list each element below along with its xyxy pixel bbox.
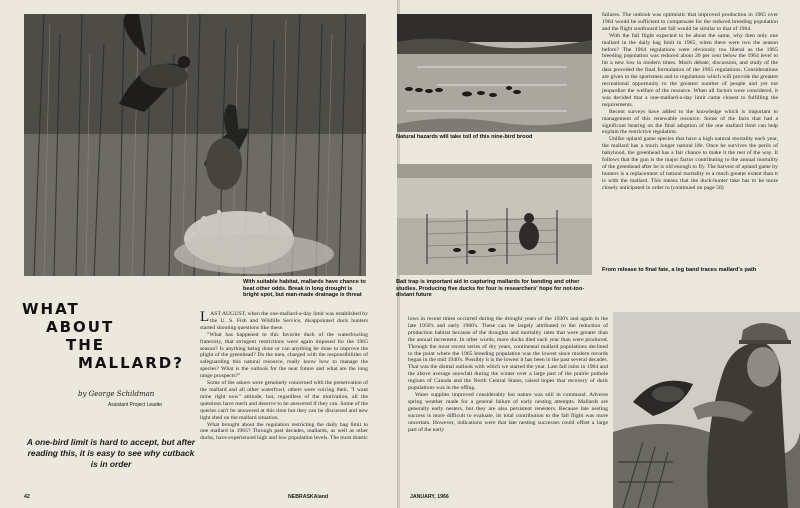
hunter-with-mallard-photo <box>613 312 800 508</box>
body-paragraph: lows in recent times occurred during the drought years of the 1930's and again in the late 1950's and early 1960's. These can be largely attributed to the reduction of production habitat because of the droughts and mortality rates that were greater than the annual increment. In other words, more ducks died each year than were produced. Through the most recent series of dry years, continental mallard populations declined to the point where the 1965 breeding population was the lowest since modern records began in the mid 1940's. Possibly it is the lowest it has been in the past several decades. That was the dismal outlook with which we started the year. Late fall rains in 1964 and the above average snowfall during the winter over a large part of the prairie pothole regions of Canada and the North Central States, raised hopes that recovery of duck populations was in the offing. <box>408 316 608 392</box>
body-paragraph: What brought about the regulation restricting the daily bag limit to one mallard in 1965? Through past decades, mallards, as well as other ducks, have experienced high and low population levels. The most drastic <box>200 421 368 442</box>
body-paragraph: LAST AUGUST, when the one-mallard-a-day limit was established by the U. S. Fish and Wildlife Service, disappointed duck hunters started shooting questions like these. <box>200 309 368 331</box>
title-line: THE <box>66 336 106 354</box>
body-paragraph: failures. The outlook was optimistic that improved production in 1965 over 1964 would be sufficient to compensate for the reduced breeding population and the flight southward last fall would be similar to that of 1964. <box>602 12 778 32</box>
bait-trap-caption: Bait trap is important aid in capturing mallards for banding and other studies. Producing five ducks for four is researchers' hope for not-too-distant future <box>396 279 585 299</box>
body-paragraph: Some of the askers were genuinely concerned with the preservation of the mallard and all other waterfowl, others were voicing their, "I want mine right now" attitude, but, regardless of the motivation, all the questions have merit and deserve to be answered if they can. Some of the queries can't be answered at this time but they can be discussed and new light shed on the mallard situation. <box>200 380 368 421</box>
folio-date: JANUARY, 1966 <box>410 494 449 500</box>
article-teaser: A one-bird limit is hard to accept, but after reading this, it is easy to see why cutback is in order <box>26 437 196 470</box>
mallards-photo-caption: With suitable habitat, mallards have chance to beat other odds. Break in long drought is bright spot, but man-made drainage is threat <box>243 279 366 299</box>
folio-magazine: NEBRASKAland <box>288 494 329 500</box>
bait-trap-photo <box>397 164 592 275</box>
duck-brood-photo <box>397 14 592 132</box>
leg-band-caption: From release to final fate, a leg band traces mallard's path <box>602 267 757 273</box>
right-page <box>396 0 800 508</box>
article-title <box>22 300 202 372</box>
article-body-right-bottom <box>408 316 608 433</box>
title-line: WHAT <box>22 300 80 318</box>
title-line: MALLARD? <box>78 354 184 372</box>
article-body-left <box>200 311 368 442</box>
title-line: ABOUT <box>46 318 115 336</box>
body-paragraph: With the fall flight expected to be about the same, why then only one mallard in the daily bag limit in 1965, when there were two the season before? The 1964 regulations were obviously too liberal as the 1965 breeding population was reduced about 20 per cent below the 1964 level to hit a new low in modern times. Much debate, discussion, and study of the data preceded the final formulation of the 1965 regulations. Considerations are given to the sportsmen and to regulations which will provide the greatest recreational opportunity to the greatest number of people and yet not jeopardize the welfare of the resource. When all factors were considered, it was decided that a one-mallard-a-day limit came closest to fulfilling the requirements. <box>602 32 778 108</box>
brood-photo-caption: Natural hazards will take toll of this nine-bird brood <box>396 134 533 140</box>
byline-role: Assistant Project Leader <box>108 402 163 408</box>
mallards-flight-photo <box>24 14 366 276</box>
byline: by George Schildman <box>78 390 155 398</box>
article-body-right-top <box>602 12 778 192</box>
body-paragraph: Recent surveys have added to the knowledge which is important to management of this renewable resource. Some of the facts that had a significant bearing on the final adoption of the one mallard limit can help explain the restrictive regulation. <box>602 108 778 136</box>
left-page <box>0 0 398 508</box>
body-paragraph: Water supplies improved considerably but nature was still in command. Adverse spring weather made for a general failure of early nesting attempts. Mallards are generally early nesters, but they are also persistent renesters. Because late nesting success is more difficult to evaluate, its total contribution to the fall flight was more uncertain. However, indications were that late nesting successes could offset a large part of the early <box>408 391 608 433</box>
body-paragraph: Unlike upland game species that have a high natural mortality each year, the mallard has a much longer natural life. Once he survives the perils of babyhood, the greenhead has a fair chance to make it the rest of the way. It follows that the gun is the major factor contributing to the annual mortality of the greenhead after he is old enough to fly. The harvest of upland game by hunters is a replacement of natural mortality to a much greater extent than it is with the mallard. This means that the duck-hunter take has to be more closely anticipated in order to (continued on page 50) <box>602 136 778 191</box>
folio-page-number: 42 <box>24 494 30 500</box>
body-paragraph: "What has happened to this favorite duck of the waterfowling fraternity, that stringent restrictions were again imposed for the 1965 season? Is anything being done or can anything be done to improve the plight of the greenhead? Do the men, charged with the responsibilities of safeguarding this natural resource, really know how to manage the species? What is the outlook for the near future and what are the long range prospects?" <box>200 331 368 380</box>
